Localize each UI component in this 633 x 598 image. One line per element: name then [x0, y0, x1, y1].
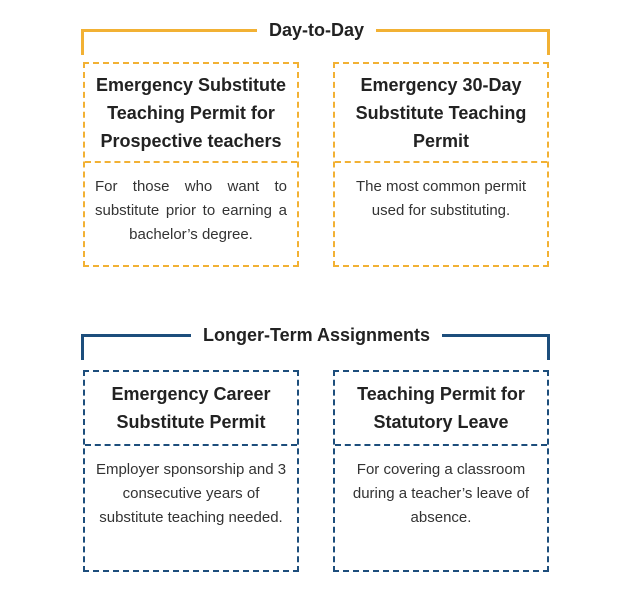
- permit-card: [83, 370, 299, 572]
- permit-description: For those who want to substitute prior to earning a bachelor’s degree.: [95, 178, 287, 243]
- permit-card: [333, 370, 549, 572]
- longer-term-group: [0, 305, 633, 595]
- permit-card: [333, 62, 549, 267]
- day-to-day-group: [0, 0, 633, 280]
- permit-title: Teaching Permit for Statutory Leave: [335, 372, 547, 446]
- group-title: Longer-Term Assignments: [0, 323, 633, 347]
- permit-card: [83, 62, 299, 267]
- permit-description: The most common permit used for substituting.: [355, 178, 527, 219]
- permit-description: For covering a classroom during a teacher’s leave of absence.: [352, 461, 530, 526]
- permit-title: Emergency 30-Day Substitute Teaching Permit: [335, 64, 547, 163]
- permit-title: Emergency Substitute Teaching Permit for Prospective teachers: [85, 64, 297, 163]
- permit-title: Emergency Career Substitute Permit: [85, 372, 297, 446]
- group-title: Day-to-Day: [0, 18, 633, 42]
- permit-description: Employer sponsorship and 3 consecutive years of substitute teaching needed.: [95, 461, 287, 526]
